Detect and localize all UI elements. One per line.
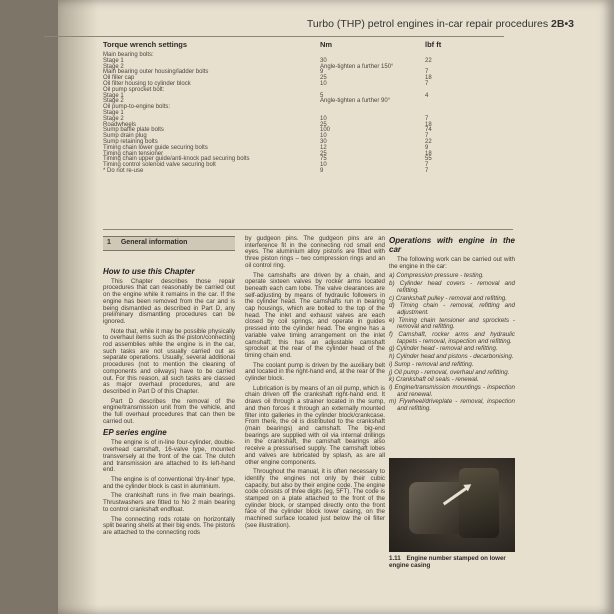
paragraph: by gudgeon pins. The gudgeon pins are an interference fit in the connecting rod small end eyes. The aluminium alloy pistons are fitted with three piston rings – two compression rings and an oil control ring. — [245, 235, 385, 269]
list-item: l) Engine/transmission mountings - inspection and renewal. — [389, 383, 515, 398]
list-item: f) Camshaft, rocker arms and hydraulic tappets - removal, inspection and refitting. — [389, 331, 515, 345]
list-item: h) Cylinder head and pistons - decarbonising. — [389, 353, 514, 361]
section-number: 1 — [107, 239, 111, 246]
torque-row-nm: 75 — [320, 156, 327, 163]
torque-row-nm: 100 — [320, 127, 331, 134]
unit-nm-header: Nm — [320, 40, 333, 49]
torque-row-label: Sump baffle plate bolts — [103, 127, 164, 134]
torque-row-label: Timing chain tensioner — [103, 150, 164, 157]
torque-row-label: Roadwheels — [103, 121, 137, 128]
paragraph: The engine is of in-line four-cylinder, double-overhead camshaft, 16-valve type, mounted transversely at the front of the car. The clutch and transmission are attached to its left-hand end. — [103, 439, 235, 474]
torque-row-lbf: 7 — [425, 80, 429, 87]
torque-row-label: Oil pump-to-engine bolts: — [103, 104, 171, 111]
torque-row-lbf: 7 — [425, 133, 429, 140]
torque-row-lbf: 18 — [425, 150, 432, 157]
section-rule — [103, 229, 513, 230]
list-item: d) Timing chain - removal, refitting and adjustment. — [389, 302, 515, 316]
torque-table-header — [103, 40, 463, 50]
paragraph: Lubrication is by means of an oil pump, which is chain driven off the crankshaft right-hand end. It draws oil through a strainer located in the sump, and then forces it through an externally mounted filter into galleries in the cylinder block/crankcase. From there, the oil is distributed to the crankshaft (main bearings) and camshaft. The big-end bearings are supplied with oil via internal drillings in the crankshaft, the camshaft bearings also receive a pressurised supply. The camshaft lobes and valves are lubricated by splash, as are all other engine components. — [245, 384, 385, 466]
torque-row-label: Oil pump sprocket bolt: — [103, 86, 165, 93]
torque-row-lbf: 7 — [425, 162, 429, 169]
torque-row-lbf: 22 — [425, 57, 432, 64]
list-item: i) Sump - removal and refitting. — [389, 360, 474, 368]
torque-row-lbf: 55 — [425, 156, 432, 163]
page-gutter-shadow — [58, 0, 98, 614]
torque-row-lbf: 7 — [425, 115, 429, 122]
torque-settings-table — [103, 40, 463, 175]
torque-row-lbf: 4 — [425, 92, 429, 99]
list-item: g) Cylinder head - removal and refitting. — [389, 345, 498, 353]
torque-row-nm: 30 — [320, 138, 327, 145]
list-item: e) Timing chain tensioner and sprockets - removal and refitting. — [389, 316, 515, 331]
page-reference: 2B•3 — [551, 18, 574, 30]
running-header — [307, 18, 574, 30]
torque-row-label: Stage 1 — [103, 92, 124, 99]
paragraph: The coolant pump is driven by the auxiliary belt and located in the right-hand end, at the rear of the cylinder block. — [245, 361, 385, 383]
paragraph: The connecting rods rotate on horizontally split bearing shells at their big ends. The pistons are attached to the connecting rods — [103, 515, 235, 536]
torque-row-lbf: 18 — [425, 121, 432, 128]
torque-row-nm: 10 — [320, 133, 327, 140]
column-2 — [245, 236, 385, 533]
caption-number: 1.11 — [389, 555, 401, 562]
torque-row-label: Stage 1 — [103, 57, 124, 64]
torque-row — [103, 169, 463, 175]
torque-row-nm: Angle-tighten a further 150° — [320, 63, 394, 70]
paragraph: Note that, while it may be possible physically to overhaul items such as the piston/connecting rod assemblies while the engine is in the car, such tasks are not usually carried out as separate operations. Usually, several additional procedures (not to mention the cleaning of components and oilways) have to be carried out. For this reason, all such tasks are classed as major overhaul procedures, and are described in Part D of this Chapter. — [103, 327, 235, 395]
paragraph: The engine is of conventional 'dry-liner' type, and the cylinder block is cast in aluminium. — [103, 475, 235, 490]
torque-row-nm: Angle-tighten a further 90° — [320, 98, 391, 105]
torque-row-lbf: 22 — [425, 138, 432, 145]
engine-block-shape — [459, 468, 499, 538]
torque-row-nm: 25 — [320, 150, 327, 157]
torque-row-label: Oil filter housing to cylinder block — [103, 80, 191, 87]
torque-row-label: Timing control solenoid valve securing bolt — [103, 162, 216, 169]
torque-row-nm: 10 — [320, 80, 327, 87]
torque-row-label: Oil filler cap — [103, 75, 135, 82]
heading-how-to-use: How to use this Chapter — [103, 266, 195, 276]
paragraph: The following work can be carried out with the engine in the car: — [389, 256, 515, 270]
unit-lbf-header: lbf ft — [425, 40, 442, 49]
header-rule — [44, 36, 504, 37]
paragraph: Throughout the manual, it is often necessary to identify the engines not only by their cubic capacity, but also by their engine code. The engine code consists of three digits (eg, 5FT). The code is stamped on a plate attached to the front of the cylinder block, or stamped directly onto the front face of the cylinder block lower casing, on the machined surface located just below the oil filter (see illustration). — [245, 468, 385, 529]
list-item: j) Oil pump - removal, overhaul and refitting. — [389, 368, 510, 376]
engine-number-photo — [389, 458, 515, 552]
torque-row-label: Main bearing outer housing/ladder bolts — [103, 69, 209, 76]
paragraph: The camshafts are driven by a chain, and operate sixteen valves by rocker arms located beneath each cam lobe. The valve clearances are self-adjusting by means of hydraulic followers in the cylinder head. The camshafts run in bearing cap housings, which are bolted to the top of the head. The inlet and exhaust valves are each closed by coil springs, and operate in guides pressed into the cylinder head. The engine has a variable valve timing arrangement on the inlet camshaft; this has an adjustable camshaft sprocket at the rear of the cylinder head of the timing chain end. — [245, 271, 385, 359]
torque-row-lbf: 7 — [425, 69, 429, 76]
list-item: k) Crankshaft oil seals - renewal. — [389, 376, 479, 384]
torque-row-lbf: 74 — [425, 127, 432, 134]
heading-operations: Operations with engine in the car — [389, 236, 515, 254]
list-item: a) Compression pressure - testing. — [389, 272, 484, 280]
section-heading-box — [103, 236, 235, 251]
torque-row-label: Main bearing bolts: — [103, 52, 154, 58]
torque-row-nm: 25 — [320, 121, 327, 128]
torque-row-lbf: 7 — [425, 167, 429, 174]
torque-row-label: Stage 2 — [103, 98, 124, 105]
list-item: b) Cylinder head covers - removal and refitting. — [389, 280, 515, 294]
heading-ep-series: EP series engine — [103, 428, 167, 438]
torque-row-nm: 10 — [320, 115, 327, 122]
list-item: m) Flywheel/driveplate - removal, inspection and refitting. — [389, 398, 515, 413]
torque-row-label: Sump retaining bolts — [103, 138, 158, 145]
torque-row-label: Stage 2 — [103, 63, 124, 70]
column-1 — [103, 236, 235, 540]
torque-row-nm: 25 — [320, 75, 327, 82]
column-3 — [389, 236, 515, 414]
torque-row-label: * Do not re-use — [103, 167, 144, 174]
torque-row-label: Stage 2 — [103, 115, 124, 122]
paragraph: The crankshaft runs in five main bearings. Thrustwashers are fitted to No 2 main bearing to control crankshaft endfloat. — [103, 492, 235, 513]
torque-row-nm: 5 — [320, 92, 324, 99]
torque-row-nm: 9 — [320, 69, 324, 76]
caption-text: Engine number stamped on lower engine casing — [389, 555, 506, 569]
photo-caption — [389, 555, 515, 569]
paragraph: This Chapter describes those repair procedures that can reasonably be carried out on the engine while it remains in the car. If the engine has been removed from the car and is being dismantled as described in Part D, any preliminary dismantling procedures can be ignored. — [103, 277, 235, 325]
torque-row-nm: 12 — [320, 144, 327, 151]
torque-table-rows — [103, 53, 463, 175]
torque-row-lbf: 9 — [425, 144, 429, 151]
list-item: c) Crankshaft pulley - removal and refitting. — [389, 294, 507, 302]
torque-row-lbf: 18 — [425, 75, 432, 82]
section-title: General information — [120, 239, 188, 246]
torque-row-label: Timing chain upper guide/anti-knock pad securing bolts — [103, 156, 250, 163]
torque-row-label: Timing chain lower guide securing bolts — [103, 144, 208, 151]
torque-table-title: Torque wrench settings — [103, 40, 188, 49]
torque-row-label: Sump drain plug — [103, 133, 147, 140]
torque-row-label: Stage 1 — [103, 109, 124, 116]
torque-row-nm: 9 — [320, 167, 324, 174]
paragraph: Part D describes the removal of the engine/transmission unit from the vehicle, and the full overhaul procedures that can then be carried out. — [103, 397, 235, 425]
torque-row-nm: 10 — [320, 162, 327, 169]
torque-row-nm: 30 — [320, 57, 327, 64]
operations-list — [389, 273, 515, 412]
header-title: Turbo (THP) petrol engines in-car repair procedures — [306, 18, 549, 30]
